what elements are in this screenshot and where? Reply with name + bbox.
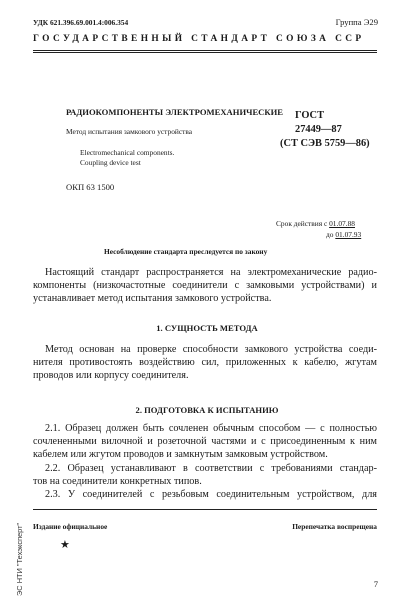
section-1-heading: 1. СУЩНОСТЬ МЕТОДА <box>156 323 258 333</box>
top-rule-2 <box>33 52 377 53</box>
intro-paragraph <box>33 266 377 306</box>
reprint-notice: Перепечатка воспрещена <box>292 522 377 531</box>
validity-to-label: до <box>326 230 334 239</box>
body-line: нителя противостоять воздействию сил, приложенных к кабелю, жгутам <box>33 357 377 369</box>
intro-line: Настоящий стандарт распространяется на электромеханические радио- <box>45 267 377 278</box>
subtitle-ru: Метод испытания замкового устройства <box>66 127 193 136</box>
page-number: 7 <box>373 579 378 589</box>
validity-to <box>326 230 361 239</box>
udc-code: УДК 621.396.69.001.4:006.354 <box>33 18 129 27</box>
title-ru: РАДИОКОМПОНЕНТЫ ЭЛЕКТРОМЕХАНИЧЕСКИЕ <box>66 107 284 117</box>
section-2-body <box>33 422 377 501</box>
group-code: Группа Э29 <box>335 17 378 27</box>
title-en-line-2: Coupling device test <box>80 158 141 167</box>
body-line: 2.2. Образец устанавливают в соответствии с требованиями стандар- <box>45 462 377 474</box>
section-2-heading: 2. ПОДГОТОВКА К ИСПЫТАНИЮ <box>135 405 279 415</box>
body-line: тов на соединители конкретных типов. <box>33 475 202 487</box>
star-mark: ★ <box>60 539 70 551</box>
st-sev-number: (СТ СЭВ 5759—86) <box>280 138 370 149</box>
body-line: Метод основан на проверке способности замкового устройства соеди- <box>45 344 377 355</box>
validity-to-date: 01.07.93 <box>335 230 362 239</box>
gost-number: 27449—87 <box>295 124 342 135</box>
side-stamp <box>4 478 24 598</box>
state-standard-banner: ГОСУДАРСТВЕННЫЙ СТАНДАРТ СОЮЗА ССР <box>33 34 365 44</box>
body-line: кабелем или жгутом проводов и замкнутым замковым устройством. <box>33 449 328 461</box>
gost-label: ГОСТ <box>295 110 324 121</box>
validity-from <box>276 219 355 228</box>
body-line: проводов или корпусу соединителя. <box>33 370 189 382</box>
section-1-body <box>33 343 377 383</box>
top-rule <box>33 50 377 51</box>
side-stamp-text: ЭС НТИ "Техэксперт" <box>15 522 24 596</box>
intro-line: компоненты (низкочастотные соединители с замковыми устройствами) и <box>33 280 377 292</box>
body-line: сочлененными вилочной и розеточной частями и с присоединенным к ним <box>33 436 377 448</box>
prosecution-notice: Несоблюдение стандарта преследуется по закону <box>104 247 268 256</box>
validity-from-label: Срок действия с <box>276 219 328 228</box>
intro-line: устанавливает метод испытания замкового устройства. <box>33 293 272 305</box>
body-line: 2.1. Образец должен быть сочленен обычным способом — с полностью <box>45 423 377 434</box>
okp-code: ОКП 63 1500 <box>66 182 115 192</box>
title-en-line-1: Electromechanical components. <box>80 148 175 157</box>
footer-rule <box>33 509 377 510</box>
official-edition: Издание официальное <box>33 522 108 531</box>
validity-from-date: 01.07.88 <box>329 219 355 228</box>
body-line: 2.3. У соединителей с резьбовым соединительным устройством, для <box>45 489 377 501</box>
